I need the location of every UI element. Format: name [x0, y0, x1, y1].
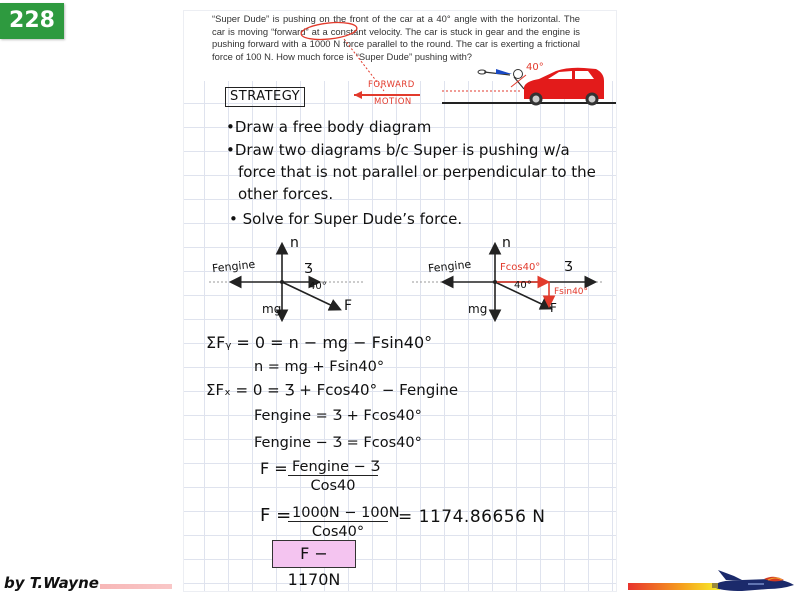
- fbd2-weight-label: mg: [468, 302, 488, 316]
- equation-f2-fraction: [288, 505, 400, 540]
- jet-icon: [712, 570, 796, 596]
- equation-f-fraction: [288, 459, 381, 494]
- jet-exhaust-bar: [628, 583, 720, 590]
- equation-f-lhs: F =: [260, 459, 288, 478]
- fbd2-friction-label: Ʒ: [564, 260, 573, 275]
- fraction-denominator: Cos40°: [311, 524, 365, 540]
- equation-result: = 1174.86656 N: [398, 507, 546, 527]
- strategy-bullet-2-cont2: other forces.: [238, 185, 334, 203]
- strategy-bullet-1: •Draw a free body diagram: [226, 118, 432, 136]
- fbd1-angle-label: 40°: [309, 281, 327, 292]
- fbd2-normal-label: n: [502, 235, 511, 251]
- strategy-heading: STRATEGY: [225, 87, 305, 107]
- fraction-numerator: 1000N − 100N: [288, 505, 388, 522]
- fbd2-angle-label: 40°: [514, 280, 532, 291]
- fbd2-engine-label: Fengine: [427, 257, 472, 276]
- super-dude-figure: [478, 69, 526, 89]
- fbd1-engine-label: Fengine: [211, 257, 256, 276]
- fbd2-applied-label: F: [550, 301, 557, 315]
- fbd1-weight-label: mg: [262, 302, 282, 316]
- forward-label: FORWARD: [368, 80, 415, 90]
- angle-label-illustration: 40°: [526, 62, 544, 73]
- worksheet-page: [183, 10, 617, 592]
- strategy-bullet-2-cont: force that is not parallel or perpendicular to the: [238, 163, 596, 181]
- fbd2-x-component-label: Fcos40°: [500, 262, 541, 273]
- red-car: [524, 68, 604, 106]
- fbd1-applied-label: F: [344, 298, 353, 314]
- fbd1-normal-label: n: [290, 235, 299, 251]
- fbd2-y-component-label: Fsin40°: [554, 287, 589, 297]
- equation-normal: n = mg + Fsin40°: [254, 359, 385, 375]
- fbd1-friction-label: Ʒ: [304, 262, 313, 277]
- author-credit: by T.Wayne: [4, 574, 99, 592]
- fraction-numerator: Fengine − Ʒ: [288, 459, 378, 476]
- author-underline-bar: [100, 584, 172, 589]
- fraction-denominator: Cos40: [310, 478, 356, 494]
- equation-sum-fx: ΣFₓ = 0 = Ʒ + Fcos40° − Fengine: [206, 381, 459, 399]
- problem-statement: “Super Dude” is pushing on the front of the car at a 40° angle with the horizontal. The car is moving “forward” at a constant velocity. The car is stuck in gear and the engine is pushing forward with a 1000 N force parallel to the round. The car is exerting a frictional force of 100 N. How much force is “Super Dude” pushing with?: [212, 13, 580, 62]
- equation-engine: Fengine = Ʒ + Fcos40°: [254, 408, 422, 424]
- motion-label: MOTION: [374, 97, 412, 107]
- strategy-bullet-2: •Draw two diagrams b/c Super is pushing w/a: [226, 141, 570, 159]
- final-answer-box: F − 1170N: [272, 540, 356, 568]
- equation-f2-lhs: F =: [260, 505, 292, 526]
- page-number-badge: 228: [0, 3, 64, 39]
- equation-sum-fy: ΣFᵧ = 0 = n − mg − Fsin40°: [206, 333, 433, 352]
- equation-engine-minus-friction: Fengine − Ʒ = Fcos40°: [254, 435, 422, 451]
- strategy-bullet-3: • Solve for Super Dude’s force.: [229, 210, 463, 228]
